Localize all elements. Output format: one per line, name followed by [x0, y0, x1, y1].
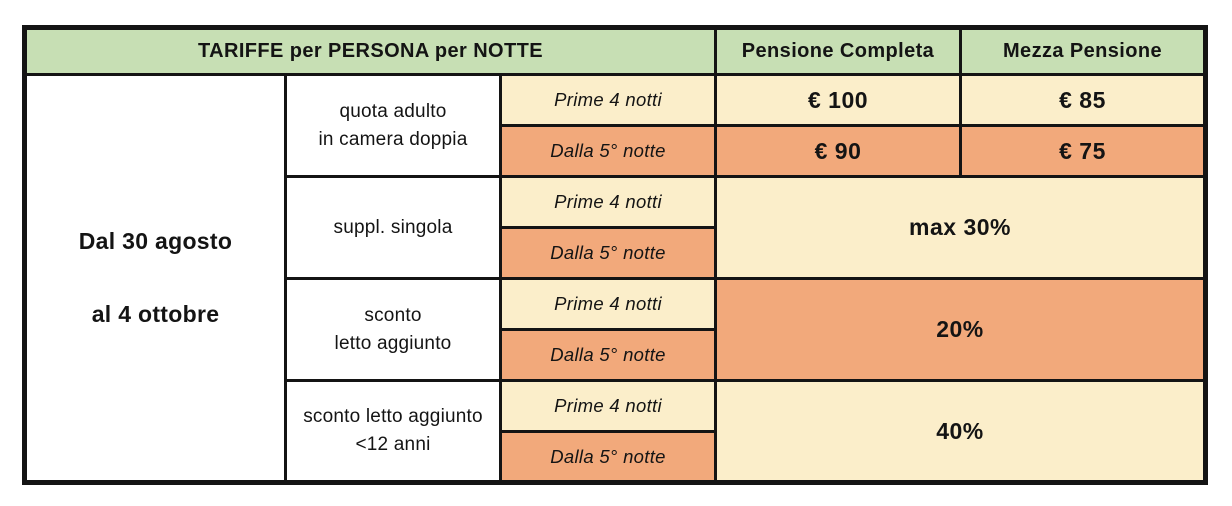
price-cell-first-full-board: € 100 [716, 75, 961, 126]
category-cell-adult-double [286, 75, 501, 177]
period-cell-from-fifth-night: Dalla 5° notte [501, 126, 716, 177]
category-line1: sconto [364, 304, 422, 326]
period-cell-first-nights: Prime 4 notti [501, 75, 716, 126]
period-cell-from-fifth-night: Dalla 5° notte [501, 330, 716, 381]
table-row [25, 75, 1206, 126]
value-cell-extra-bed-child-discount: 40% [716, 381, 1206, 483]
date-range-cell [25, 75, 286, 483]
date-range-line1: Dal 30 agosto [78, 228, 233, 254]
category-line2: letto aggiunto [334, 332, 452, 354]
date-range-line2: al 4 ottobre [91, 301, 220, 327]
period-cell-first-nights: Prime 4 notti [501, 279, 716, 330]
period-cell-first-nights: Prime 4 notti [501, 177, 716, 228]
full-board-header-cell: Pensione Completa [716, 28, 961, 75]
category-line2: in camera doppia [318, 128, 468, 150]
half-board-header-cell: Mezza Pensione [961, 28, 1206, 75]
category-line1: quota adulto [339, 100, 447, 122]
price-cell-fifth-half-board: € 75 [961, 126, 1206, 177]
category-line1: suppl. singola [333, 216, 453, 238]
category-cell-extra-bed-discount [286, 279, 501, 381]
price-cell-fifth-full-board: € 90 [716, 126, 961, 177]
category-cell-extra-bed-child-discount [286, 381, 501, 483]
table-header-row [25, 28, 1206, 75]
table-title-cell: TARIFFE per PERSONA per NOTTE [25, 28, 716, 75]
category-cell-single-supplement [286, 177, 501, 279]
period-cell-from-fifth-night: Dalla 5° notte [501, 228, 716, 279]
value-cell-extra-bed-discount: 20% [716, 279, 1206, 381]
period-cell-first-nights: Prime 4 notti [501, 381, 716, 432]
value-cell-single-supplement: max 30% [716, 177, 1206, 279]
category-line1: sconto letto aggiunto [303, 406, 483, 428]
period-cell-from-fifth-night: Dalla 5° notte [501, 432, 716, 483]
price-cell-first-half-board: € 85 [961, 75, 1206, 126]
tariff-table [22, 25, 1208, 485]
category-line2: <12 anni [355, 434, 431, 455]
